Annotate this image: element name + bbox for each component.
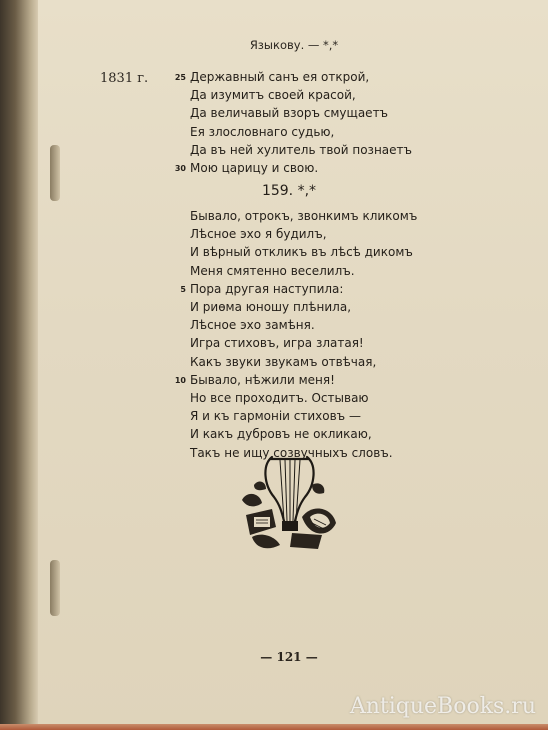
verse-text: Бывало, нѣжили меня! xyxy=(190,372,335,387)
verse-text: Да въ ней хулитель твой познаетъ xyxy=(190,142,412,157)
verse-text: Мою царицу и свою. xyxy=(190,161,319,176)
poem-title: 159. *,* xyxy=(261,183,317,199)
year-note: 1831 г. xyxy=(100,71,149,86)
page-number: — 121 — xyxy=(260,650,318,664)
verse-line xyxy=(174,68,412,86)
line-number: 30 xyxy=(174,164,186,174)
verse-text: Лѣсное эхо я будилъ, xyxy=(190,227,327,242)
running-head: Языкову. — *,* xyxy=(249,38,339,52)
binding-stitch xyxy=(50,560,60,616)
book-edge xyxy=(0,724,548,730)
book-spine-shadow xyxy=(0,0,38,730)
line-number: 10 xyxy=(174,375,186,385)
lyre-ornament-icon xyxy=(232,445,347,560)
verse-text: Державный санъ ея открой, xyxy=(190,70,370,84)
line-number: 5 xyxy=(180,284,186,294)
verse-line xyxy=(190,104,412,122)
verse-text: Какъ звуки звукамъ отвѣчая, xyxy=(190,354,377,369)
verse-line xyxy=(190,225,417,243)
verse-line xyxy=(174,371,417,389)
verse-line xyxy=(190,298,417,316)
verse-line xyxy=(190,86,412,104)
verse-text: Лѣсное эхо замѣня. xyxy=(190,318,315,333)
verse-line xyxy=(190,207,417,225)
verse-line xyxy=(190,407,417,425)
verse-text: Меня смятенно веселилъ. xyxy=(190,263,355,278)
verse-text: Да изумитъ своей красой, xyxy=(190,88,356,103)
verse-text: Пора другая наступила: xyxy=(190,281,344,296)
line-number: 25 xyxy=(174,73,186,82)
verse-text: Да величавый взоръ смущаетъ xyxy=(190,106,389,121)
verse-line xyxy=(180,280,417,298)
verse-line xyxy=(190,123,412,141)
verse-text: Бывало, отрокъ, звонкимъ кликомъ xyxy=(190,209,418,223)
verse-line xyxy=(190,262,417,280)
stanza-previous-poem xyxy=(174,68,412,177)
verse-text: Ея злословнаго судью, xyxy=(190,124,335,139)
verse-line xyxy=(190,334,417,352)
verse-line xyxy=(174,159,412,177)
verse-line xyxy=(190,316,417,334)
stanza-poem-159 xyxy=(174,207,418,462)
verse-line xyxy=(190,425,417,443)
verse-text: Я и къ гармоніи стиховъ — xyxy=(190,409,361,424)
verse-line xyxy=(190,141,412,159)
watermark: AntiqueBooks.ru xyxy=(349,694,536,719)
verse-text: И риѳма юношу плѣнила, xyxy=(190,300,352,315)
verse-text: Такъ не ищу созвучныхъ словъ. xyxy=(190,445,393,460)
verse-text: И вѣрный откликъ въ лѣсѣ дикомъ xyxy=(190,245,413,260)
verse-text: И какъ дубровъ не окликаю, xyxy=(190,427,372,442)
verse-line xyxy=(190,243,417,261)
verse-line xyxy=(190,389,417,407)
verse-line xyxy=(190,353,417,371)
verse-text: Игра стиховъ, игра златая! xyxy=(190,336,364,351)
verse-text: Но все проходитъ. Остываю xyxy=(190,391,369,406)
